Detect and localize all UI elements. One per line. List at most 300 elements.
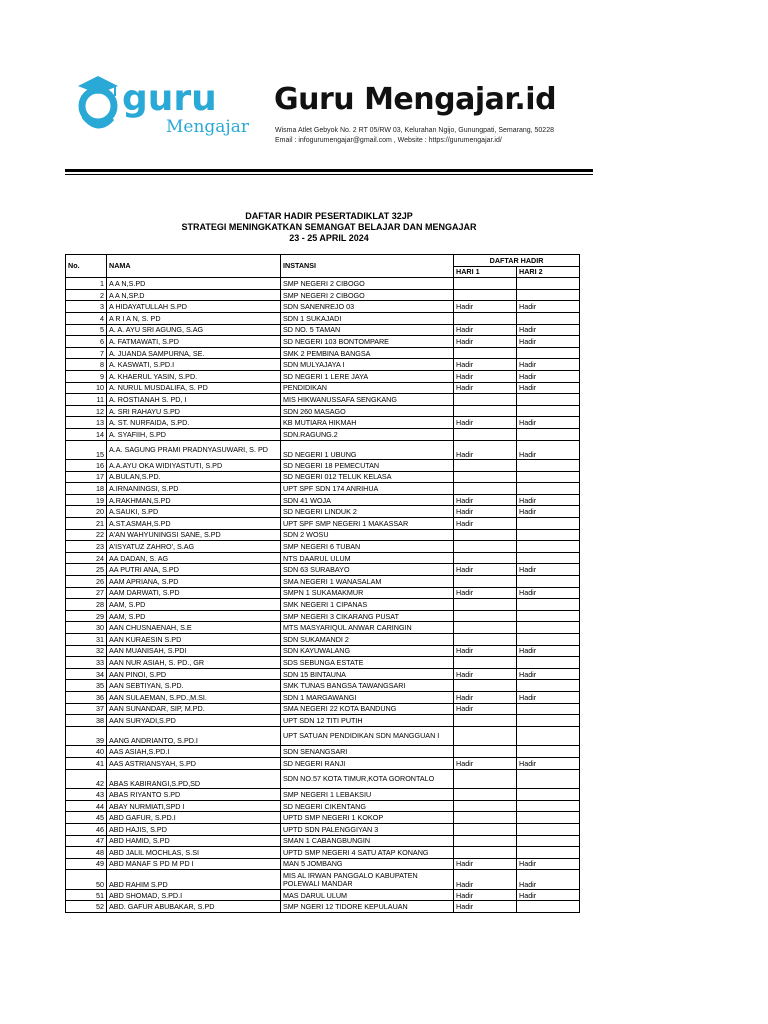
row-instansi: SDN 63 SURABAYO <box>281 564 454 576</box>
row-instansi: SD NEGERI CIKENTANG <box>281 800 454 812</box>
row-number: 46 <box>66 823 107 835</box>
row-hari-1: Hadir <box>454 858 517 870</box>
row-number: 15 <box>66 440 107 460</box>
row-nama: AAN PINOI, S.PD <box>107 668 281 680</box>
row-instansi: SDN MULYAJAYA I <box>281 359 454 371</box>
row-nama: AAN CHUSNAENAH, S.E <box>107 622 281 634</box>
row-number: 11 <box>66 394 107 406</box>
row-hari-1 <box>454 657 517 669</box>
row-instansi: SD NEGERI LINDUK 2 <box>281 506 454 518</box>
row-hari-1: Hadir <box>454 506 517 518</box>
row-hari-1 <box>454 394 517 406</box>
row-hari-1 <box>454 541 517 553</box>
table-row <box>66 847 580 859</box>
row-hari-2 <box>517 347 580 359</box>
row-instansi: UPTD SMP NEGERI 1 KOKOP <box>281 812 454 824</box>
row-nama: ABAY NURMIATI,SPD I <box>107 800 281 812</box>
table-row <box>66 634 580 646</box>
row-number: 14 <box>66 428 107 440</box>
row-instansi: MAS DARUL ULUM <box>281 889 454 901</box>
table-row <box>66 428 580 440</box>
row-hari-1 <box>454 847 517 859</box>
table-row <box>66 324 580 336</box>
row-hari-1: Hadir <box>454 889 517 901</box>
row-number: 38 <box>66 715 107 727</box>
document-subtitle: STRATEGI MENINGKATKAN SEMANGAT BELAJAR DAN MENGAJAR <box>181 222 477 232</box>
brand-address-block <box>275 126 554 146</box>
row-instansi: SDN.RAGUNG.2 <box>281 428 454 440</box>
row-instansi: SDN 1 MARGAWANGI <box>281 691 454 703</box>
row-instansi: SDN 41 WOJA <box>281 494 454 506</box>
row-nama: ABD RAHIM S.PD <box>107 870 281 890</box>
document-title: DAFTAR HADIR PESERTADIKLAT 32JP <box>245 211 413 221</box>
row-hari-2: Hadir <box>517 757 580 769</box>
table-row <box>66 835 580 847</box>
row-nama: AA PUTRI ANA, S.PD <box>107 564 281 576</box>
table-row <box>66 336 580 348</box>
row-number: 51 <box>66 889 107 901</box>
row-nama: AAN NUR ASIAH, S. PD., GR <box>107 657 281 669</box>
row-instansi: SMA NEGERI 22 KOTA BANDUNG <box>281 703 454 715</box>
row-hari-1: Hadir <box>454 324 517 336</box>
row-hari-2: Hadir <box>517 889 580 901</box>
row-nama: A. SYAFIIH, S.PD <box>107 428 281 440</box>
row-nama: AA DADAN, S. AG <box>107 552 281 564</box>
row-nama: AANG ANDRIANTO, S.PD.I <box>107 726 281 746</box>
row-nama: A'AN WAHYUNINGSI SANE, S.PD <box>107 529 281 541</box>
row-instansi: SMK 2 PEMBINA BANGSA <box>281 347 454 359</box>
row-hari-1 <box>454 800 517 812</box>
row-nama: A. ST. NURFAIDA, S.PD. <box>107 417 281 429</box>
row-hari-2 <box>517 703 580 715</box>
row-hari-1 <box>454 347 517 359</box>
row-hari-1 <box>454 529 517 541</box>
row-hari-1 <box>454 576 517 588</box>
row-hari-2 <box>517 483 580 495</box>
row-instansi: MIS HIKWANUSSAFA SENGKANG <box>281 394 454 406</box>
table-row <box>66 440 580 460</box>
row-number: 33 <box>66 657 107 669</box>
row-instansi: SDS SEBUNGA ESTATE <box>281 657 454 669</box>
row-number: 26 <box>66 576 107 588</box>
row-number: 2 <box>66 289 107 301</box>
row-instansi: SMP NEGERI 2 CIBOGO <box>281 289 454 301</box>
row-nama: A. A. AYU SRI AGUNG, S.AG <box>107 324 281 336</box>
row-number: 30 <box>66 622 107 634</box>
row-nama: A. JUANDA SAMPURNA, SE. <box>107 347 281 359</box>
row-nama: A HIDAYATULLAH S.PD <box>107 301 281 313</box>
table-row <box>66 800 580 812</box>
table-row <box>66 726 580 746</box>
row-instansi: SD NEGERI 1 LERE JAYA <box>281 370 454 382</box>
row-number: 8 <box>66 359 107 371</box>
row-nama: A.RAKHMAN,S.PD <box>107 494 281 506</box>
row-hari-2 <box>517 657 580 669</box>
row-hari-1 <box>454 312 517 324</box>
brand-address: Wisma Atlet Gebyok No. 2 RT 05/RW 03, Kelurahan Ngijo, Gunungpati, Semarang, 50228 <box>275 127 554 134</box>
table-row <box>66 889 580 901</box>
row-hari-2 <box>517 599 580 611</box>
row-instansi: PENDIDIKAN <box>281 382 454 394</box>
row-nama: AAN SURYADI,S.PD <box>107 715 281 727</box>
row-hari-1 <box>454 483 517 495</box>
row-nama: AAN SUNANDAR, SIP, M.PD. <box>107 703 281 715</box>
row-hari-1 <box>454 769 517 789</box>
row-number: 28 <box>66 599 107 611</box>
row-number: 20 <box>66 506 107 518</box>
table-row <box>66 858 580 870</box>
row-instansi: UPTD SMP NEGERI 4 SATU ATAP KONANG <box>281 847 454 859</box>
row-instansi: SD NEGERI 103 BONTOMPARE <box>281 336 454 348</box>
row-number: 44 <box>66 800 107 812</box>
row-hari-2: Hadir <box>517 587 580 599</box>
row-hari-2 <box>517 518 580 530</box>
table-row <box>66 645 580 657</box>
row-hari-2: Hadir <box>517 691 580 703</box>
row-hari-2: Hadir <box>517 440 580 460</box>
row-hari-1 <box>454 552 517 564</box>
table-row <box>66 417 580 429</box>
table-row <box>66 657 580 669</box>
row-hari-1 <box>454 471 517 483</box>
row-hari-2: Hadir <box>517 494 580 506</box>
row-instansi: UPT SATUAN PENDIDIKAN SDN MANGGUAN I <box>281 726 454 746</box>
row-number: 22 <box>66 529 107 541</box>
row-hari-2 <box>517 746 580 758</box>
row-hari-2 <box>517 622 580 634</box>
row-nama: A. SRI RAHAYU S.PD <box>107 405 281 417</box>
row-hari-1: Hadir <box>454 494 517 506</box>
row-hari-1 <box>454 460 517 472</box>
row-hari-1 <box>454 680 517 692</box>
table-row <box>66 518 580 530</box>
row-nama: AAN MUANISAH, S.PDI <box>107 645 281 657</box>
table-row <box>66 278 580 290</box>
row-number: 50 <box>66 870 107 890</box>
row-nama: A.A.AYU OKA WIDIYASTUTI, S.PD <box>107 460 281 472</box>
row-instansi: MAN 5 JOMBANG <box>281 858 454 870</box>
row-hari-2 <box>517 312 580 324</box>
row-hari-1 <box>454 428 517 440</box>
row-nama: A.IRNANINGSI, S.PD <box>107 483 281 495</box>
row-instansi: SD NEGERI 012 TELUK KELASA <box>281 471 454 483</box>
row-hari-1: Hadir <box>454 564 517 576</box>
row-number: 18 <box>66 483 107 495</box>
row-hari-2 <box>517 610 580 622</box>
row-hari-2 <box>517 769 580 789</box>
row-hari-1 <box>454 715 517 727</box>
row-hari-2: Hadir <box>517 668 580 680</box>
row-instansi: SMAN 1 CABANGBUNGIN <box>281 835 454 847</box>
table-row <box>66 746 580 758</box>
row-hari-2: Hadir <box>517 359 580 371</box>
attendance-table <box>65 254 580 913</box>
row-nama: AAM DARWATI, S.PD <box>107 587 281 599</box>
row-nama: AAN SEBTIYAN, S.PD. <box>107 680 281 692</box>
row-hari-2 <box>517 529 580 541</box>
row-number: 3 <box>66 301 107 313</box>
row-hari-2 <box>517 901 580 913</box>
table-row <box>66 552 580 564</box>
row-number: 36 <box>66 691 107 703</box>
row-nama: ABAS KABIRANGI,S.PD,SD <box>107 769 281 789</box>
guru-mengajar-logo <box>70 72 260 140</box>
row-hari-1: Hadir <box>454 336 517 348</box>
row-hari-1 <box>454 835 517 847</box>
row-number: 39 <box>66 726 107 746</box>
row-number: 29 <box>66 610 107 622</box>
table-row <box>66 789 580 801</box>
row-nama: AAS ASTRIANSYAH, S.PD <box>107 757 281 769</box>
table-row <box>66 564 580 576</box>
row-hari-1: Hadir <box>454 668 517 680</box>
row-number: 19 <box>66 494 107 506</box>
row-hari-2 <box>517 800 580 812</box>
row-instansi: SDN 2 WOSU <box>281 529 454 541</box>
table-row <box>66 769 580 789</box>
row-hari-2: Hadir <box>517 564 580 576</box>
row-number: 48 <box>66 847 107 859</box>
row-instansi: MTS MASYARIQUL ANWAR CARINGIN <box>281 622 454 634</box>
row-hari-1: Hadir <box>454 901 517 913</box>
table-row <box>66 599 580 611</box>
row-nama: ABD MANAF S PD M PD I <box>107 858 281 870</box>
table-row <box>66 382 580 394</box>
logo-text-guru: guru <box>122 78 217 119</box>
row-hari-1 <box>454 599 517 611</box>
row-hari-1 <box>454 789 517 801</box>
row-number: 40 <box>66 746 107 758</box>
table-row <box>66 610 580 622</box>
row-hari-1 <box>454 405 517 417</box>
table-row <box>66 541 580 553</box>
row-instansi: SDN SUKAMANDI 2 <box>281 634 454 646</box>
row-hari-2 <box>517 471 580 483</box>
row-nama: A. ROSTIANAH S. PD, I <box>107 394 281 406</box>
table-row <box>66 691 580 703</box>
row-number: 27 <box>66 587 107 599</box>
table-row <box>66 823 580 835</box>
row-nama: ABD JALIL MOCHLAS, S.SI <box>107 847 281 859</box>
row-hari-2: Hadir <box>517 858 580 870</box>
row-hari-1 <box>454 622 517 634</box>
row-instansi: SMP NGERI 12 TIDORE KEPULAUAN <box>281 901 454 913</box>
table-row <box>66 715 580 727</box>
row-instansi: UPTD SDN PALENGGIYAN 3 <box>281 823 454 835</box>
row-number: 49 <box>66 858 107 870</box>
header-rule-thick <box>65 169 593 172</box>
row-instansi: SMP NEGERI 6 TUBAN <box>281 541 454 553</box>
row-instansi: SD NEGERI 1 UBUNG <box>281 440 454 460</box>
row-instansi: SMK TUNAS BANGSA TAWANGSARI <box>281 680 454 692</box>
row-number: 25 <box>66 564 107 576</box>
row-nama: A.A. SAGUNG PRAMI PRADNYASUWARI, S. PD <box>107 440 281 460</box>
row-hari-2 <box>517 552 580 564</box>
header-daftar-hadir: DAFTAR HADIR <box>454 255 580 267</box>
row-instansi: SDN SENANGSARI <box>281 746 454 758</box>
row-nama: AAN KURAESIN S.PD <box>107 634 281 646</box>
row-number: 52 <box>66 901 107 913</box>
row-nama: AAN SULAEMAN, S.PD.,M.SI. <box>107 691 281 703</box>
row-instansi: SD NO. 5 TAMAN <box>281 324 454 336</box>
row-instansi: SD NEGERI RANJI <box>281 757 454 769</box>
row-instansi: SDN SANENREJO 03 <box>281 301 454 313</box>
row-nama: ABD. GAFUR ABUBAKAR, S.PD <box>107 901 281 913</box>
row-hari-1 <box>454 634 517 646</box>
table-row <box>66 460 580 472</box>
table-row <box>66 587 580 599</box>
table-row <box>66 301 580 313</box>
row-hari-2 <box>517 680 580 692</box>
logo-text-mengajar: Mengajar <box>166 117 249 137</box>
row-number: 42 <box>66 769 107 789</box>
table-row <box>66 483 580 495</box>
row-hari-1 <box>454 812 517 824</box>
table-row <box>66 289 580 301</box>
row-instansi: SMA NEGERI 1 WANASALAM <box>281 576 454 588</box>
row-hari-2 <box>517 823 580 835</box>
row-number: 13 <box>66 417 107 429</box>
row-hari-1: Hadir <box>454 417 517 429</box>
row-number: 37 <box>66 703 107 715</box>
table-row <box>66 394 580 406</box>
document-date: 23 - 25 APRIL 2024 <box>289 233 369 243</box>
row-hari-1 <box>454 726 517 746</box>
row-hari-2: Hadir <box>517 301 580 313</box>
row-nama: ABAS RIYANTO S.PD <box>107 789 281 801</box>
row-instansi: SMP NEGERI 3 CIKARANG PUSAT <box>281 610 454 622</box>
row-number: 10 <box>66 382 107 394</box>
row-instansi: SMK NEGERI 1 CIPANAS <box>281 599 454 611</box>
row-number: 5 <box>66 324 107 336</box>
row-number: 31 <box>66 634 107 646</box>
brand-name: Guru Mengajar.id <box>274 82 557 117</box>
table-row <box>66 870 580 890</box>
table-row <box>66 405 580 417</box>
header-no: No. <box>66 255 107 278</box>
row-instansi: SDN KAYUWALANG <box>281 645 454 657</box>
row-hari-2 <box>517 715 580 727</box>
row-number: 21 <box>66 518 107 530</box>
row-number: 7 <box>66 347 107 359</box>
row-number: 9 <box>66 370 107 382</box>
row-number: 17 <box>66 471 107 483</box>
header-rule-thin <box>65 174 593 175</box>
row-number: 34 <box>66 668 107 680</box>
row-number: 23 <box>66 541 107 553</box>
row-nama: ABD HAMID, S.PD <box>107 835 281 847</box>
row-nama: AAS ASIAH,S.PD.I <box>107 746 281 758</box>
header-hari-1: HARI 1 <box>454 266 517 278</box>
row-hari-2: Hadir <box>517 324 580 336</box>
row-hari-2: Hadir <box>517 336 580 348</box>
row-instansi: SDN 260 MASAGO <box>281 405 454 417</box>
row-hari-1 <box>454 610 517 622</box>
row-instansi: SMP NEGERI 2 CIBOGO <box>281 278 454 290</box>
table-row <box>66 680 580 692</box>
row-number: 12 <box>66 405 107 417</box>
row-instansi: UPT SPF SDN 174 ANRIHUA <box>281 483 454 495</box>
row-nama: ABD SHOMAD, S.PD.I <box>107 889 281 901</box>
row-instansi: SMPN 1 SUKAMAKMUR <box>281 587 454 599</box>
row-number: 6 <box>66 336 107 348</box>
table-row <box>66 370 580 382</box>
row-number: 32 <box>66 645 107 657</box>
row-hari-1: Hadir <box>454 757 517 769</box>
table-row <box>66 347 580 359</box>
row-number: 4 <box>66 312 107 324</box>
row-hari-1: Hadir <box>454 587 517 599</box>
header-nama: NAMA <box>107 255 281 278</box>
row-hari-1: Hadir <box>454 870 517 890</box>
row-nama: A A N,S.PD <box>107 278 281 290</box>
row-number: 41 <box>66 757 107 769</box>
row-hari-1: Hadir <box>454 301 517 313</box>
row-hari-2 <box>517 576 580 588</box>
row-number: 35 <box>66 680 107 692</box>
row-nama: A. KASWATI, S.PD.I <box>107 359 281 371</box>
brand-contact: Email : infogurumengajar@gmail.com , Website : https://gurumengajar.id/ <box>275 137 502 144</box>
row-nama: A. NURUL MUSDALIFA, S. PD <box>107 382 281 394</box>
table-row <box>66 703 580 715</box>
table-row <box>66 576 580 588</box>
row-hari-2: Hadir <box>517 417 580 429</box>
row-nama: AAM, S.PD <box>107 599 281 611</box>
table-row <box>66 812 580 824</box>
row-number: 1 <box>66 278 107 290</box>
row-hari-2 <box>517 460 580 472</box>
row-hari-2: Hadir <box>517 370 580 382</box>
row-nama: A R I A N, S. PD <box>107 312 281 324</box>
row-number: 47 <box>66 835 107 847</box>
row-nama: ABD GAFUR, S.PD.I <box>107 812 281 824</box>
row-hari-2 <box>517 289 580 301</box>
row-number: 43 <box>66 789 107 801</box>
row-hari-2 <box>517 835 580 847</box>
table-row <box>66 529 580 541</box>
row-hari-1: Hadir <box>454 691 517 703</box>
row-hari-2: Hadir <box>517 870 580 890</box>
table-row <box>66 312 580 324</box>
row-instansi: SD NEGERI 18 PEMECUTAN <box>281 460 454 472</box>
row-hari-1: Hadir <box>454 703 517 715</box>
row-instansi: SDN NO.57 KOTA TIMUR,KOTA GORONTALO <box>281 769 454 789</box>
header-hari-2: HARI 2 <box>517 266 580 278</box>
row-instansi: SDN 15 BINTAUNA <box>281 668 454 680</box>
row-hari-2 <box>517 428 580 440</box>
row-hari-1: Hadir <box>454 370 517 382</box>
row-hari-1 <box>454 746 517 758</box>
row-hari-2: Hadir <box>517 506 580 518</box>
table-row <box>66 494 580 506</box>
row-instansi: MIS AL IRWAN PANGGALO KABUPATEN POLEWALI MANDAR <box>281 870 454 890</box>
row-hari-1: Hadir <box>454 382 517 394</box>
row-hari-1: Hadir <box>454 518 517 530</box>
table-row <box>66 359 580 371</box>
row-nama: A. KHAERUL YASIN, S.PD. <box>107 370 281 382</box>
row-hari-2 <box>517 812 580 824</box>
row-instansi: UPT SPF SMP NEGERI 1 MAKASSAR <box>281 518 454 530</box>
row-nama: A. FATMAWATI, S.PD <box>107 336 281 348</box>
row-number: 45 <box>66 812 107 824</box>
row-hari-2 <box>517 405 580 417</box>
row-hari-1 <box>454 289 517 301</box>
row-hari-2 <box>517 634 580 646</box>
row-nama: A.ST.ASMAH,S.PD <box>107 518 281 530</box>
row-hari-2 <box>517 278 580 290</box>
table-row <box>66 622 580 634</box>
row-hari-1 <box>454 278 517 290</box>
